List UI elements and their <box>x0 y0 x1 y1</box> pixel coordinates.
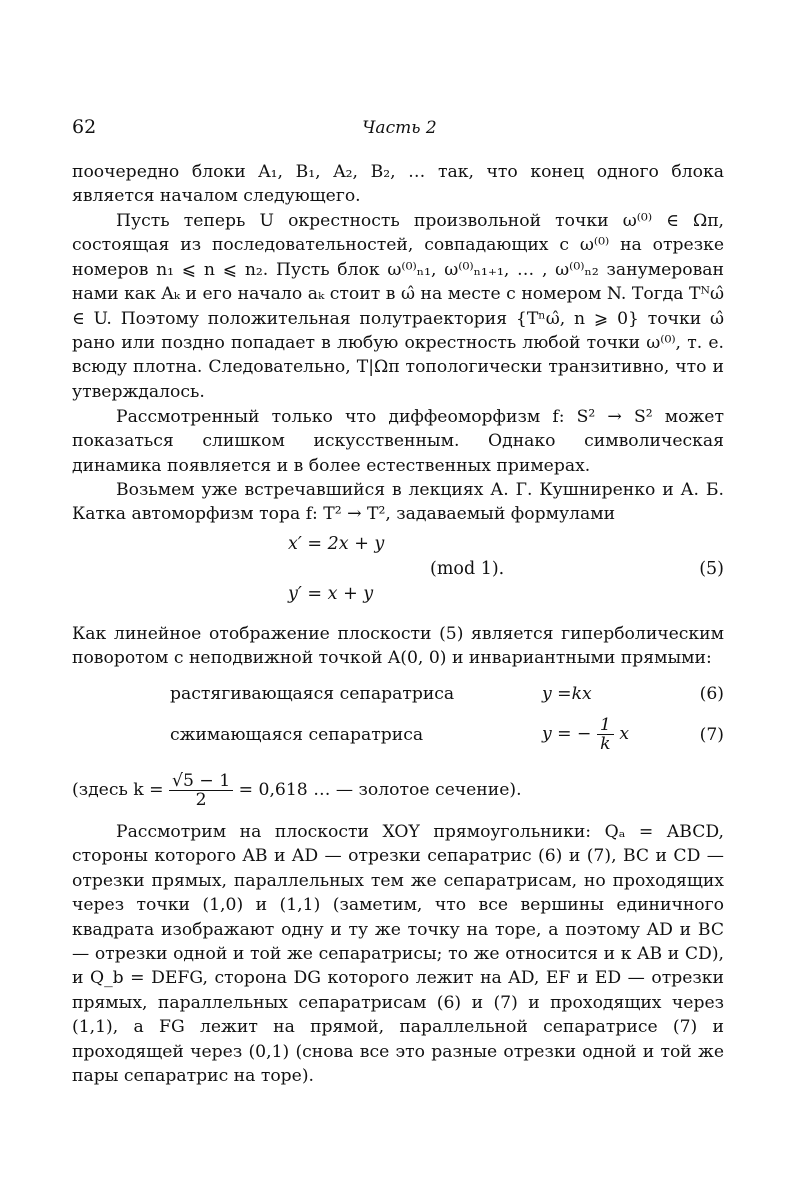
equation-line-1: x′ = 2x + y <box>288 534 385 554</box>
paragraph-5 <box>72 622 724 671</box>
golden-prefix: (здесь k = <box>72 780 164 800</box>
paragraph-6 <box>72 820 724 1088</box>
paragraph-3 <box>72 405 724 478</box>
paragraph-text: Как линейное отображение плоскости (5) является гиперболическим поворотом с неподвижной точкой A(0, 0) и инвариантными прямыми: <box>72 624 724 669</box>
separatrix-name: сжимающаяся сепаратриса <box>170 725 424 745</box>
fraction-numerator: √5 − 1 <box>169 772 233 791</box>
fraction-denominator: k <box>600 734 611 754</box>
page-number: 62 <box>72 116 97 138</box>
formula-rhs: x <box>619 724 630 744</box>
paragraph-text: поочередно блоки A₁, B₁, A₂, B₂, … так, что конец одного блока является началом следующего. <box>72 162 724 207</box>
equation-number: (5) <box>699 559 724 579</box>
equation-number: (6) <box>699 684 724 704</box>
golden-ratio-note <box>72 772 724 809</box>
paragraph-text: Рассмотренный только что диффеоморфизм f: S² → S² может показаться слишком искусственным. Однако символическая динамика появляется и в более естественных примерах. <box>72 407 724 476</box>
running-title: Часть 2 <box>362 118 437 138</box>
equation-line-2: y′ = x + y <box>288 584 374 604</box>
fraction-numerator: 1 <box>597 716 614 735</box>
paragraph-4 <box>72 478 724 527</box>
separatrix-formula <box>542 716 629 753</box>
fraction-denominator: 2 <box>195 790 207 810</box>
paragraph-1 <box>72 160 724 209</box>
separatrix-formula: y =kx <box>542 684 592 704</box>
equation-mod: (mod 1). <box>430 559 505 579</box>
equation-number: (7) <box>699 725 724 745</box>
formula-lhs: y = − <box>542 724 592 744</box>
paragraph-text: Возьмем уже встречавшийся в лекциях А. Г. Кушниренко и А. Б. Катка автоморфизм тора f: T² → T², задаваемый формулами <box>72 480 724 525</box>
golden-suffix: = 0,618 … — золотое сечение). <box>238 780 522 800</box>
fraction <box>597 716 614 753</box>
paragraph-2 <box>72 209 724 404</box>
separatrix-7 <box>72 716 724 760</box>
separatrix-name: растягивающаяся сепаратриса <box>170 684 455 704</box>
paragraph-text: Пусть теперь U окрестность произвольной точки ω⁽⁰⁾ ∈ Ωᴨ, состоящая из последовательностей, совпадающих с ω⁽⁰⁾ на отрезке номеров n₁ ⩽ n ⩽ n₂. Пусть блок ω⁽⁰⁾ₙ₁, ω⁽⁰⁾ₙ₁₊₁, … , ω⁽⁰⁾ₙ₂ занумерован нами как Aₖ и его начало aₖ стоит в ω̂ на месте с номером N. Тогда Tᴺω̂ ∈ U. Поэтому положительная полутраектория {Tⁿω̂, n ⩾ 0} точки ω̂ рано или поздно попадает в любую окрестность любой точки ω⁽⁰⁾, т. е. всюду плотна. Следовательно, T|Ωᴨ топологически транзитивно, что и утверждалось. <box>72 211 724 402</box>
paragraph-text: Рассмотрим на плоскости XOY прямоугольники: Qₐ = ABCD, стороны которого AB и AD — отрезки сепаратрис (6) и (7), BC и CD — отрезки прямых, параллельных тем же сепаратрисам, но проходящих через точки (1,0) и (1,1) (заметим, что все вершины единичного квадрата изображают одну и ту же точку на торе, а поэтому AD и BC — отрезки одной и той же сепаратрисы; то же относится и к AB и CD), и Q_b = DEFG, сторона DG которого лежит на AD, EF и ED — отрезки прямых, параллельных сепаратрисам (6) и (7) и проходящих через (1,1), а FG лежит на прямой, параллельной сепаратрисе (7) и проходящей через (0,1) (снова все это разные отрезки одной и той же пары сепаратрис на торе). <box>72 822 724 1087</box>
equation-5 <box>72 534 724 614</box>
fraction <box>169 772 233 809</box>
